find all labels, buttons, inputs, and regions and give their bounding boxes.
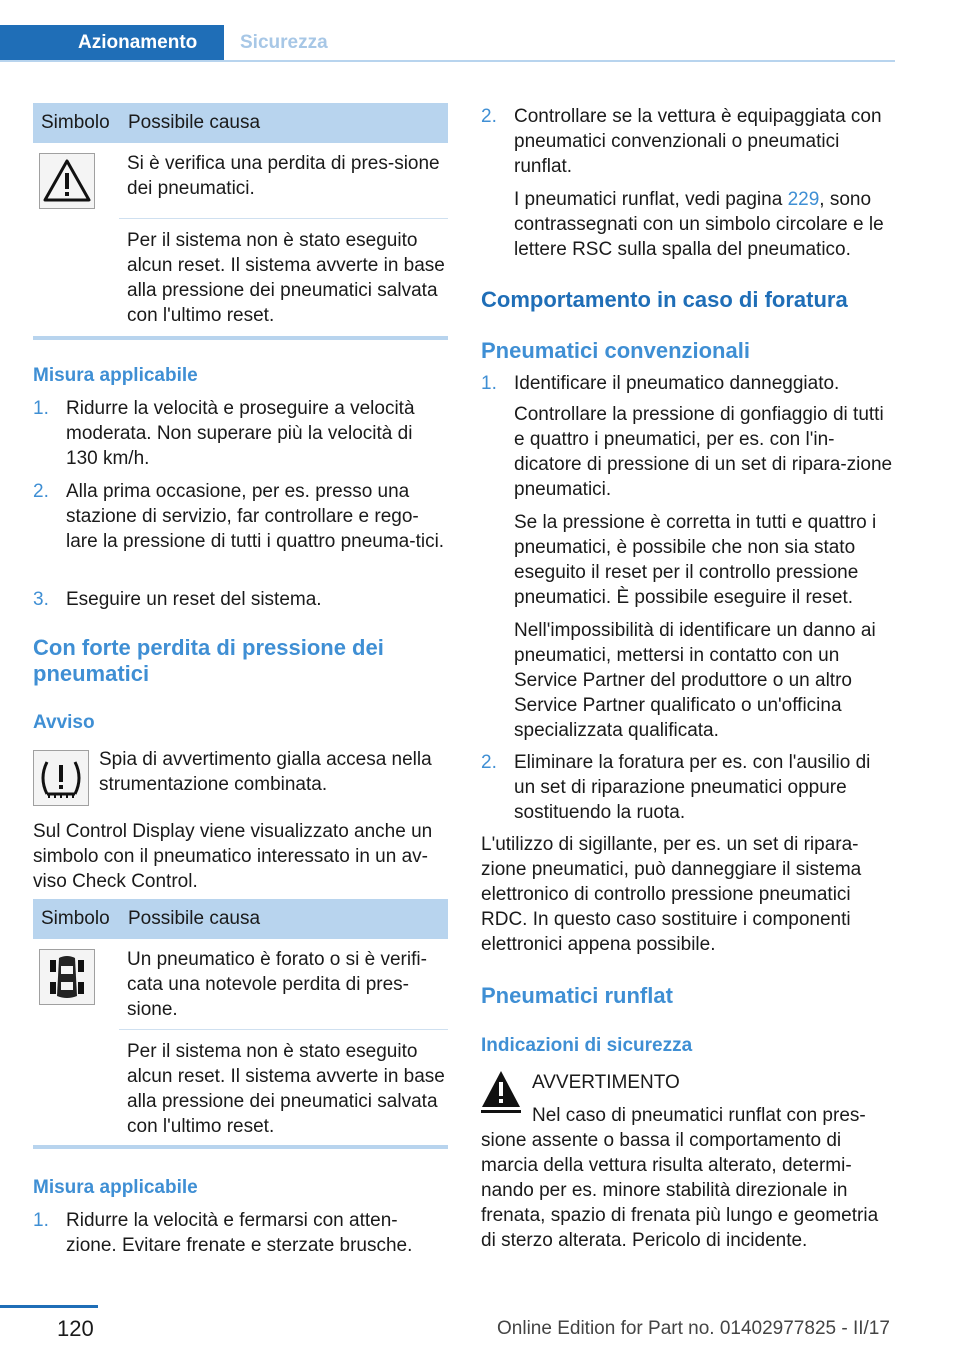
- cause-text-2: Per il sistema non è stato eseguito alcun reset. Il sistema avverte in base alla pressione dei pneumatici salvata con l'ultimo reset.: [127, 1041, 445, 1137]
- header-cause: Possibile causa: [128, 112, 261, 133]
- tire-pressure-warning-icon: [33, 750, 89, 806]
- page-link-229[interactable]: 229: [787, 189, 820, 210]
- warning-text: Nel caso di pneumatici runflat con pres-sione assente o bassa il comportamento di marcia della vettura risulta alterato, determi-nando per es. minore stabilità direzionale in frenata, spazio di frenata più lungo e geometria di sterzo alterata. Pericolo di incidente.: [481, 1105, 879, 1251]
- heading-safety-notes: Indicazioni di sicurezza: [481, 1035, 693, 1056]
- cause-text-1: Si è verifica una perdita di pres-sione dei pneumatici.: [127, 153, 440, 199]
- list-number: 2.: [481, 752, 497, 773]
- conv-step1-paragraph-1: Controllare la pressione di gonfiaggio di tutti e quattro i pneumatici, per es. con l'in-dicatore di pressione di un set di ripara-zione pneumatici.: [514, 404, 893, 500]
- notice-text: Spia di avvertimento gialla accesa nella strumentazione combinata.: [99, 749, 432, 795]
- chapter-header: [0, 25, 895, 62]
- row-divider: [119, 218, 448, 219]
- list-number: 1.: [33, 1210, 49, 1231]
- runflat-text-after: , sono contrassegnati con un simbolo circolare e le lettere RSC sulla spalla del pneumatico.: [514, 189, 884, 260]
- table-bottom-rule: [33, 336, 448, 340]
- page-number: 120: [57, 1316, 94, 1341]
- list-text: Ridurre la velocità e fermarsi con atten-zione. Evitare frenate e sterzate brusche.: [66, 1210, 413, 1256]
- symbol-table-1: [33, 103, 448, 343]
- section-heading-pressure-loss: Con forte perdita di pressione dei pneumatici: [33, 635, 384, 686]
- heading-conventional-tyres: Pneumatici convenzionali: [481, 338, 750, 363]
- measure-heading-1: Misura applicabile: [33, 365, 198, 386]
- list-text: Ridurre la velocità e proseguire a velocità moderata. Non superare più la velocità di 130 km/h.: [66, 398, 415, 469]
- row-divider: [119, 1029, 448, 1030]
- list-number: 2.: [33, 481, 49, 502]
- list-text: Eliminare la foratura per es. con l'ausilio di un set di riparazione pneumatici oppure sostituendo la ruota.: [514, 752, 871, 823]
- cause-text-1: Un pneumatico è forato o si è verifi-cata una notevole perdita di pres-sione.: [127, 949, 427, 1020]
- list-text: Eseguire un reset del sistema.: [66, 589, 322, 610]
- table-header: [33, 899, 448, 939]
- tab-sicurezza[interactable]: Sicurezza: [240, 32, 328, 53]
- list-number: 1.: [33, 398, 49, 419]
- header-symbol: Simbolo: [41, 908, 110, 929]
- table-bottom-rule: [33, 1145, 448, 1149]
- list-text: Alla prima occasione, per es. presso una stazione di servizio, far controllare e rego-lare la pressione di tutti i quattro pneuma-tici.: [66, 481, 445, 552]
- warning-triangle-icon: [39, 153, 95, 209]
- edition-footer: Online Edition for Part no. 01402977825 - II/17: [497, 1318, 890, 1339]
- runflat-text-before: I pneumatici runflat, vedi pagina: [514, 189, 788, 210]
- list-number: 1.: [481, 373, 497, 394]
- header-symbol: Simbolo: [41, 112, 110, 133]
- sealant-paragraph: L'utilizzo di sigillante, per es. un set di ripara-zione pneumatici, può danneggiare il sistema elettronico di controllo pressione pneumatici RDC. In questo caso sostituire i componenti elettronici appena possibile.: [481, 834, 862, 955]
- conv-step1-paragraph-2: Se la pressione è corretta in tutti e quattro i pneumatici, è possibile che non sia stato eseguito il reset per il controllo pressione pneumatici. È possibile eseguire il reset.: [514, 512, 877, 608]
- list-number: 3.: [33, 589, 49, 610]
- heading-runflat-tyres: Pneumatici runflat: [481, 983, 673, 1008]
- car-tire-damage-icon: [39, 949, 95, 1005]
- heading-puncture-behaviour: Comportamento in caso di foratura: [481, 287, 848, 312]
- symbol-table-2: [33, 899, 448, 1153]
- notice-heading: Avviso: [33, 712, 95, 733]
- list-number: 2.: [481, 106, 497, 127]
- list-text: Controllare se la vettura è equipaggiata con pneumatici convenzionali o pneumatici runflat.: [514, 106, 882, 177]
- conv-step1-paragraph-3: Nell'impossibilità di identificare un danno ai pneumatici, mettersi in contatto con un Service Partner del produttore o un altro Service Partner qualificato o un'officina specializzata qualificata.: [514, 620, 876, 741]
- runflat-reference-paragraph: [514, 187, 895, 262]
- list-text: Identificare il pneumatico danneggiato.: [514, 373, 840, 394]
- table-header: [33, 103, 448, 143]
- warning-title: AVVERTIMENTO: [532, 1072, 680, 1093]
- header-cause: Possibile causa: [128, 908, 261, 929]
- control-display-paragraph: Sul Control Display viene visualizzato anche un simbolo con il pneumatico interessato in un av-viso Check Control.: [33, 821, 433, 892]
- measure-heading-2: Misura applicabile: [33, 1177, 198, 1198]
- footer-rule: [0, 1305, 98, 1308]
- cause-text-2: Per il sistema non è stato eseguito alcun reset. Il sistema avverte in base alla pressione dei pneumatici salvata con l'ultimo reset.: [127, 230, 445, 326]
- tab-azionamento[interactable]: Azionamento: [0, 25, 224, 60]
